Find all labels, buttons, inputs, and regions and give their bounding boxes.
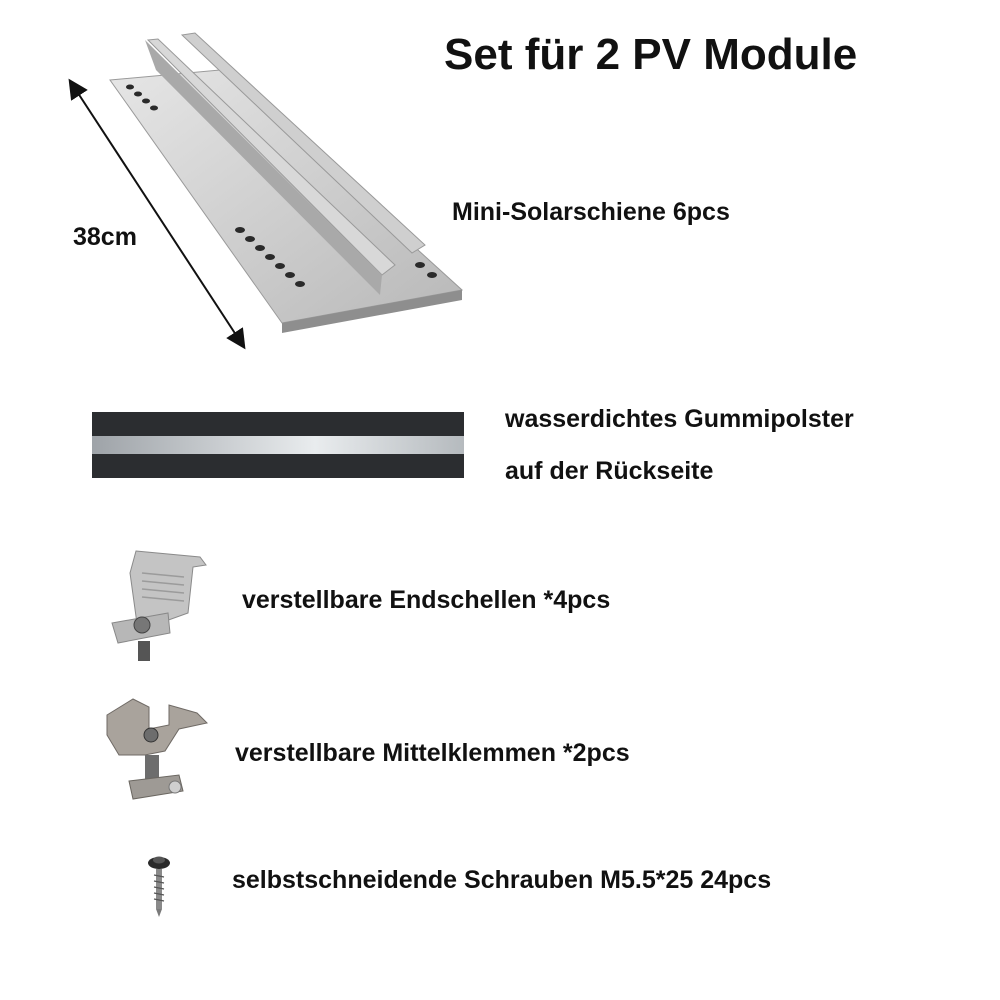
end-clamp-caption: verstellbare Endschellen *4pcs <box>242 586 611 614</box>
rail-caption: Mini-Solarschiene 6pcs <box>452 198 730 226</box>
page-title: Set für 2 PV Module <box>444 30 858 79</box>
rail-length-label: 38cm <box>73 223 137 251</box>
mid-clamp-image <box>105 695 213 810</box>
mid-clamp-caption: verstellbare Mittelklemmen *2pcs <box>235 739 630 767</box>
screw-caption: selbstschneidende Schrauben M5.5*25 24pcs <box>232 866 772 894</box>
mini-solar-rail-image <box>60 25 480 355</box>
pad-caption-line2: auf der Rückseite <box>505 457 714 485</box>
pad-caption-line1: wasserdichtes Gummipolster <box>505 405 854 433</box>
screw-image <box>146 853 172 919</box>
rubber-pad-image <box>90 410 466 480</box>
end-clamp-image <box>108 543 208 668</box>
